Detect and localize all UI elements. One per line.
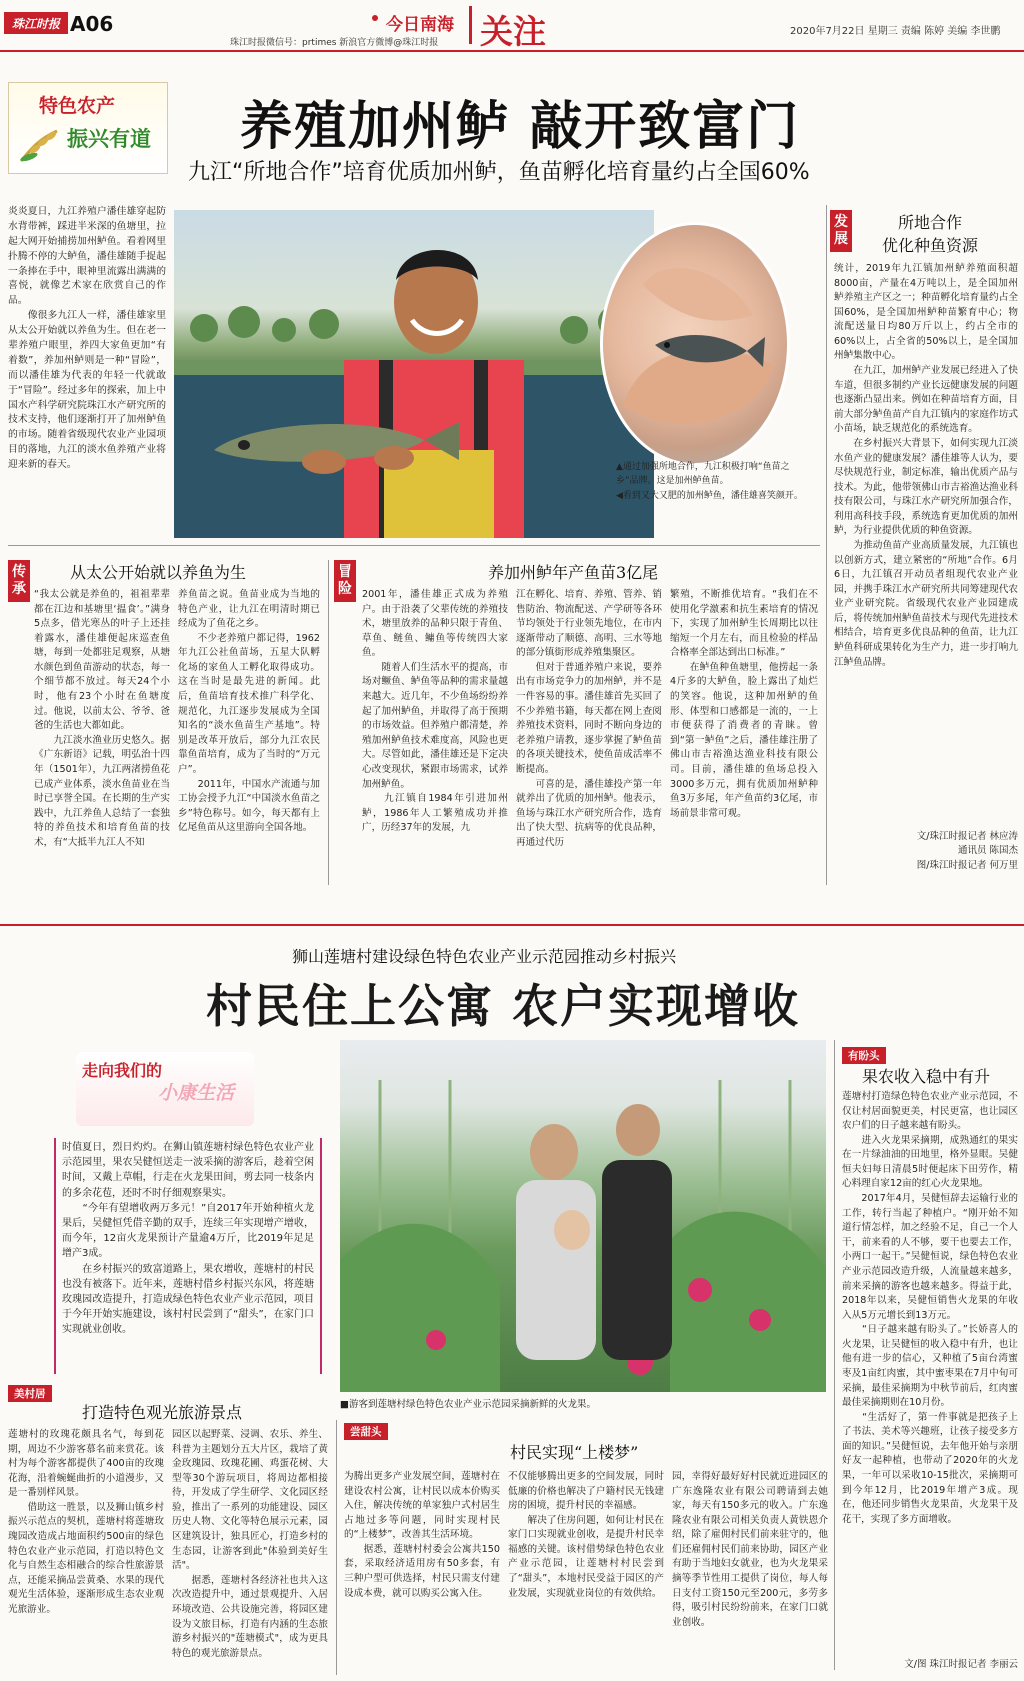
photo-fingerling-in-hand [600, 222, 790, 466]
page-masthead [0, 0, 1024, 52]
column-rule-right [826, 205, 827, 885]
social-accounts-line: 珠江时报微信号：prtimes 新浪官方微博@珠江时报 [230, 38, 439, 48]
section-develop-title-line1: 所地合作 [898, 213, 963, 232]
section-inherit-title: 从太公开始就以养鱼为生 [70, 563, 247, 582]
article1-lower-rule [8, 545, 820, 546]
tag-develop: 发展 [830, 210, 852, 252]
section-develop-body: 统计，2019年九江镇加州鲈养殖面积超8000亩，产量在4万吨以上，是全国加州鲈养殖主产区之一；种苗孵化培育量约占全国60%，是全国加州鲈种苗繁育中心；物流配送量日均80万斤以上，约占全市的60%以上，占全省的50%以上，是全国加州鲈集散中心。 在九江，加州鲈产业发展已经进入了快车道，但很多制约产业长远健康发展的问题也逐渐凸显出来。例如在种苗培育方面，目前大部分鲈鱼苗产自九江镇内的家庭作坊式小苗场，缺乏规范化的系统选育。 在乡村振兴大背景下，如何实现九江淡水鱼产业的健康发展？潘佳雄等人认为，要尽快规范行业，制定标准，输出优质产品与技术。为此，他带领佛山市吉裕渔达渔业科技有限公司，与珠江水产研究所加强合作，利用高科技手段，系统选育更加优质的加州鲈，为行业提供优质的种鱼资源。 为推动鱼苗产业高质量发展，九江镇也以创新方式，建立紧密的“所地”合作。6月6日，九江镇召开动员者组现代农业产业园，并携手珠江水产研究所共同筹建现代农业产业研究院。省级现代农业产业园建成后，将传统加州鲈鱼苗技术与现代先进技术相结合，培育更多优良品种的鱼苗，让九江鲈鱼科研成果转化为生产力，进一步打响九江鲈鱼品牌。 [834, 263, 1018, 668]
article2-lead: 时值夏日，烈日灼灼。在狮山镇莲塘村绿色特色农业产业示范园里，果农吴健恒送走一波采摘的游客后，趁着空闲时间，又戴上草帽，行走在火龙果田间，剪去同一枝条内的多余花苞，还时不时仔细观察果实。 “今年有望增收两万多元！”自2017年开始种植火龙果后，吴健恒凭借辛勤的双手，连续三年实现增产增收，而今年，12亩火龙果预计产量逾4万斤，比2019年足足增产3成。 在乡村振兴的致富道路上，果农增收，莲塘村的村民也没有被落下。近年来，莲塘村借乡村振兴东风，将莲塘玫瑰园改造提升，打造成绿色特色农业产业示范园，项目于今年开始实施建设，该村村民尝到了“甜头”，在家门口实现就业创收。 [62, 1142, 314, 1336]
column-logo-2-line2: 小康生活 [158, 1082, 235, 1104]
section-sweet-col3: 园，幸得好最好好村民就近进园区的广东逸隆农业有限公司聘请到去她家，每天有150多元的收入。广东逸隆农业有限公司相关负责人黄铁恩介绍，除了雇佣村民们前来驻守的，他们还雇佣村民们前来协助，园区产业有助于当地妇女就业，也为火龙果采摘等季节性用工提供了岗位，每人每日支付工资150元至200元，多劳多得，吸引村民纷纷前来，在家门口就业创收。 [672, 1471, 828, 1628]
column-logo-line1: 特色农产 [39, 95, 116, 117]
tag-income: 有盼头 [842, 1047, 886, 1064]
tag-village-wrap [8, 1382, 52, 1402]
section-inherit-col2: 养鱼苗之说。鱼苗业成为当地的特色产业，让九江在明清时期已经成为了鱼花之乡。 不少老养殖户都记得，1962年九江公社鱼苗场，五星大队孵化场的家鱼人工孵化取得成功。这在当时是最先进的新闻。此后，鱼苗培育技术推广科学化、规范化，九江逐步发展成为全国知名的“淡水鱼苗生产基地”。特别是改革开放后，部分九江农民靠鱼苗培育，成为了当时的“万元户”。 2011年，中国水产流通与加工协会授予九江“中国淡水鱼苗之乡”特色称号。如今，每天都有上亿尾鱼苗从这里游向全国各地。 [178, 589, 320, 834]
section-name: 今日南海 [386, 15, 454, 35]
photo-dragon-fruit-picking [340, 1040, 826, 1392]
section-dot [372, 15, 378, 21]
kicker-2: 狮山莲塘村建设绿色特色农业产业示范园推动乡村振兴 [292, 947, 677, 966]
page-number: A06 [70, 12, 114, 36]
column-logo-2-line1: 走向我们的 [82, 1061, 163, 1080]
section-income-title: 果农收入稳中有升 [862, 1067, 991, 1086]
tag-adventure: 冒险 [334, 560, 356, 602]
section-village-col1: 莲塘村的玫瑰花颇具名气，每到花期，周边不少游客慕名前来赏花。该村为每个游客都提供了400亩的玫瑰花海，沿着蜿蜒曲折的小道漫步，又是一番别样风景。 借助这一胜景，以及狮山镇乡村振兴示范点的契机，莲塘村将莲塘玫瑰园改造成占地面积约500亩的绿色特色农业产业示范园，打造以特色文化与自然生态相融合的综合性旅游景点，还能采摘品尝黄桑、水果的现代观光生活体验，逐渐形成生态农业观光旅游业。 [8, 1429, 164, 1615]
article1-lead: 炎炎夏日，九江养殖户潘佳雄穿起防水背带裤，踩进半米深的鱼塘里，拉起大网开始捕捞加州鲈鱼。看着网里扑腾不停的大鲈鱼，潘佳雄随手捉起一条捧在手中，眼神里流露出满满的喜悦，就像艺术家在欣赏自己的作品。 像很多九江人一样，潘佳雄家里从太公开始就以养鱼为生。但在老一辈养殖户眼里，养四大家鱼更加“有着数”，养加州鲈则是一种“冒险”，而以潘佳雄为代表的年轻一代就敢于“冒险”。经过多年的探索，加上中国水产科学研究院珠江水产研究所的技术支持，他们逐渐打开了加州鲈鱼的市场。随着省级现代农业产业园项目的落地，九江的淡水鱼养殖产业将迎来新的春天。 [8, 206, 166, 471]
section-sweet-col2: 不仅能够腾出更多的空间发展，同时低廉的价格也解决了户籍村民无钱建房的困境，提升村民的幸福感。 解决了住房问题，如何让村民在家门口实现就业创收，是提升村民幸福感的关键。该村借势绿色特色农业产业示范园，让莲塘村村民尝到了“甜头”，本地村民受益于园区的产业发展，实现就业岗位的有效供给。 [508, 1471, 664, 1599]
paper-logo: 珠江时报 [4, 12, 68, 34]
column-logo-box [8, 82, 168, 174]
photo-caption-1: ▲通过加强所地合作，九江积极打响“鱼苗之乡”品牌。这是加州鲈鱼苗。 ◀看到又大又肥的加州鲈鱼，潘佳雄喜笑颜开。 [616, 462, 803, 501]
subheadline-1: 九江“所地合作”培育优质加州鲈，鱼苗孵化培育量约占全国60% [188, 160, 810, 185]
column-logo-line2: 振兴有道 [67, 126, 151, 151]
section-sweet-title: 村民实现“上楼梦” [510, 1443, 639, 1462]
tag-sweet-wrap [344, 1420, 388, 1440]
section-separator [469, 6, 472, 44]
article2-credit: 文/图 珠江时报记者 李丽云 [904, 1659, 1018, 1670]
wheat-icon [17, 127, 65, 163]
tag-village: 美村居 [8, 1385, 52, 1402]
tag-income-wrap [842, 1044, 886, 1064]
column-rule-right-2 [834, 1040, 835, 1670]
column-rule-mid [328, 560, 329, 885]
section-adventure-col2: 江在孵化、培育、养殖、管养、销售防治、物流配送、产学研等各环节均领处于行业领先地位，在市内逐渐带动了顺德、高明、三水等地的部分镇街形成养殖集聚区。 但对于普通养殖户来说，要养出有市场竞争力的加州鲈，并不是一件容易的事。潘佳雄首先买回了不少养殖书籍，每天都在网上查阅养殖技术资料，同时不断向身边的老养殖户请教，逐步掌握了鲈鱼苗的各项关键技术，使鱼苗成活率不断提高。 可喜的是，潘佳雄投产第一年就养出了优质的加州鲈。他表示，鱼场与珠江水产研究所合作，选育出了快大型、抗病等的优良品种，再通过代历 [516, 589, 662, 848]
article-separator [0, 924, 1024, 926]
section-adventure-col1: 2001年，潘佳雄正式成为养殖户。由于沿袭了父辈传统的养殖技术，塘里放养的品种只限于青鱼、草鱼、鲢鱼、鳙鱼等传统四大家鱼。 随着人们生活水平的提高，市场对鳜鱼、鲈鱼等品种的需求量越来越大。近几年，不少鱼场纷纷养起了加州鲈鱼，并取得了高于预期的市场效益。但养殖户都清楚，养殖加州鲈鱼技术难度高，风险也更大。尽管如此，潘佳雄还是下定决心改变现状，紧跟市场需求，试养加州鲈鱼。 九江镇自1984年引进加州鲈，1986年人工繁殖成功并推广，历经37年的发展，九 [362, 589, 508, 834]
fingerling-photo-illustration [603, 225, 790, 466]
section-develop-title-line2: 优化种鱼资源 [882, 236, 979, 255]
farmer-photo-illustration [174, 210, 654, 538]
photo-caption-2: ■游客到莲塘村绿色特色农业产业示范园采摘新鲜的火龙果。 [340, 1399, 596, 1410]
article1-credit: 文/珠江时报记者 林应涛 通讯员 陈国杰 图/珠江时报记者 何万里 [916, 831, 1018, 871]
tag-inherit: 传承 [8, 560, 30, 602]
tag-sweet: 尝甜头 [344, 1423, 388, 1440]
section-inherit-col1: “我太公就是养鱼的，祖祖辈辈都在江边和基塘里‘揾食’。”满身5点多，借光寒丛的叶子上还挂着露水，潘佳雄便起床巡查鱼塘，每到一处都驻足观察，从塘水颜色到鱼苗游动的状态，每一个细节都不放过。每天24个小时，他有23个小时在鱼塘度过。他说，以前太公、爷爷、爸爸的生活也大都如此。 九江淡水渔业历史悠久。据《广东新语》记载，明弘治十四年（1501年），九江两渚捞鱼花已成产业体系，淡水鱼苗业在当时已享誉全国。在长期的生产实践中，九江养鱼人总结了一套独特的养鱼技术和培育鱼苗的技术，有“大抵半九江人不知 [34, 589, 170, 848]
headline-1: 养殖加州鲈 敲开致富门 [240, 96, 801, 157]
headline-2: 村民住上公寓 农户实现增收 [206, 979, 801, 1033]
picking-photo-illustration [340, 1040, 826, 1392]
issue-date-line: 2020年7月22日 星期三 责编 陈婷 美编 李世鹏 [790, 26, 1001, 37]
column-rule-mid-2 [336, 1420, 337, 1675]
section-sweet-col1: 为腾出更多产业发展空间，莲塘村在建设农村公寓，让村民以成本价购买入住，解决传统的单家独户式村居生占地过多等问题，同时实现村民的“上楼梦”，改善其生活环境。 据悉，莲塘村村委会公寓共150套，采取经济适用房有50多套，有三种户型可供选择，村民只需支付建设成本费，就可以购买公寓入住。 [344, 1471, 500, 1599]
section-village-title: 打造特色观光旅游景点 [82, 1403, 243, 1422]
section-adventure-title: 养加州鲈年产鱼苗3亿尾 [488, 563, 659, 582]
section-income-body: 莲塘村打造绿色特色农业产业示范园，不仅让村居面貌更美，村民更富，也让园区农户们的日子越来越有盼头。 进入火龙果采摘期，成熟通红的果实在一片绿油油的田地里，格外显眼。吴健恒夫妇每日清晨5时便起床下田劳作，精心料理自家12亩的红心火龙果地。 2017年4月，吴健恒辞去运输行业的工作，转行当起了种植户。“刚开始不知道行情怎样，加之经验不足，自己一个人干，前来看的人不够，要干也要去工作，小两口一起干。”吴健恒说，绿色特色农业产业示范园改造升级，人流量越来越多，前来采摘的游客也越来越多。得益于此，2018年以来，吴健恒销售火龙果的年收入从5万元增长到13万元。 “日子越来越有盼头了。”长娇喜人的火龙果，让吴健恒的收入稳中有升，也让他有进一步的信心，又种植了5亩台湾蜜枣及1亩红肉蜜，其中蜜枣果在7月中旬可采摘，最佳采摘期为中秋节前后，红肉蜜最佳采摘期则在10月份。 “生活好了，第一件事就是把孩子上了书法、美术等兴趣班，让孩子接受多方面的知识。”吴健恒说，去年他开始与亲朋好友一起种植，也带动了2020年的火龙果，一年可以采收10-15批次，采摘期可到今年12月，比2019年增产3成。现在，他还同步销售火龙果苗，火龙果干及花干，实现了多方面增收。 [842, 1091, 1018, 1525]
section-adventure-col3: 繁殖，不断推优培育。“我们在不使用化学激素和抗生素培育的情况下，实现了加州鲈生长周期比以往缩短一个月左右，而且检验的样品合格率全部达到出口标准。” 在鲈鱼种鱼塘里，他捞起一条4斤多的大鲈鱼，脸上露出了灿烂的笑容。他说，这种加州鲈的鱼形、体型和口感都是一流的，一上市便获得了消费者的青睐。曾到“第一鲈鱼”之后，潘佳雄注册了佛山市吉裕渔达渔业科技有限公司。目前，潘佳雄的鱼场总投入3000多万元，拥有优质加州鲈种鱼3万多尾，年产鱼苗约3亿尾，市场前景非常可观。 [670, 589, 818, 819]
section-village-col2: 园区以起野菜、浸调、农乐、养生、科普为主题划分五大片区，栽培了黄金玫瑰园、玫瑰花圃、鸡蛋花树、大型等30个游玩项目，将周边都相接待，开发成了学生研学、文化园区经验，推出了一系列的功能建设、园区历史人物、文化等特色展示元素，园区建筑设计，独具匠心，打造乡村的生态园，让游客到此"体验到美好生活"。 据悉，莲塘村各经济社也共入这次改造提升中，通过景观提升、入居环境改造、公共设施完善，将园区建设为文旅目标，打造有内涵的生态旅游乡村振兴的"莲塘模式"，成为更具特色的观光旅游景点。 [172, 1429, 328, 1659]
photo-farmer-with-bass [174, 210, 654, 538]
section-title: 关注 [480, 12, 546, 51]
